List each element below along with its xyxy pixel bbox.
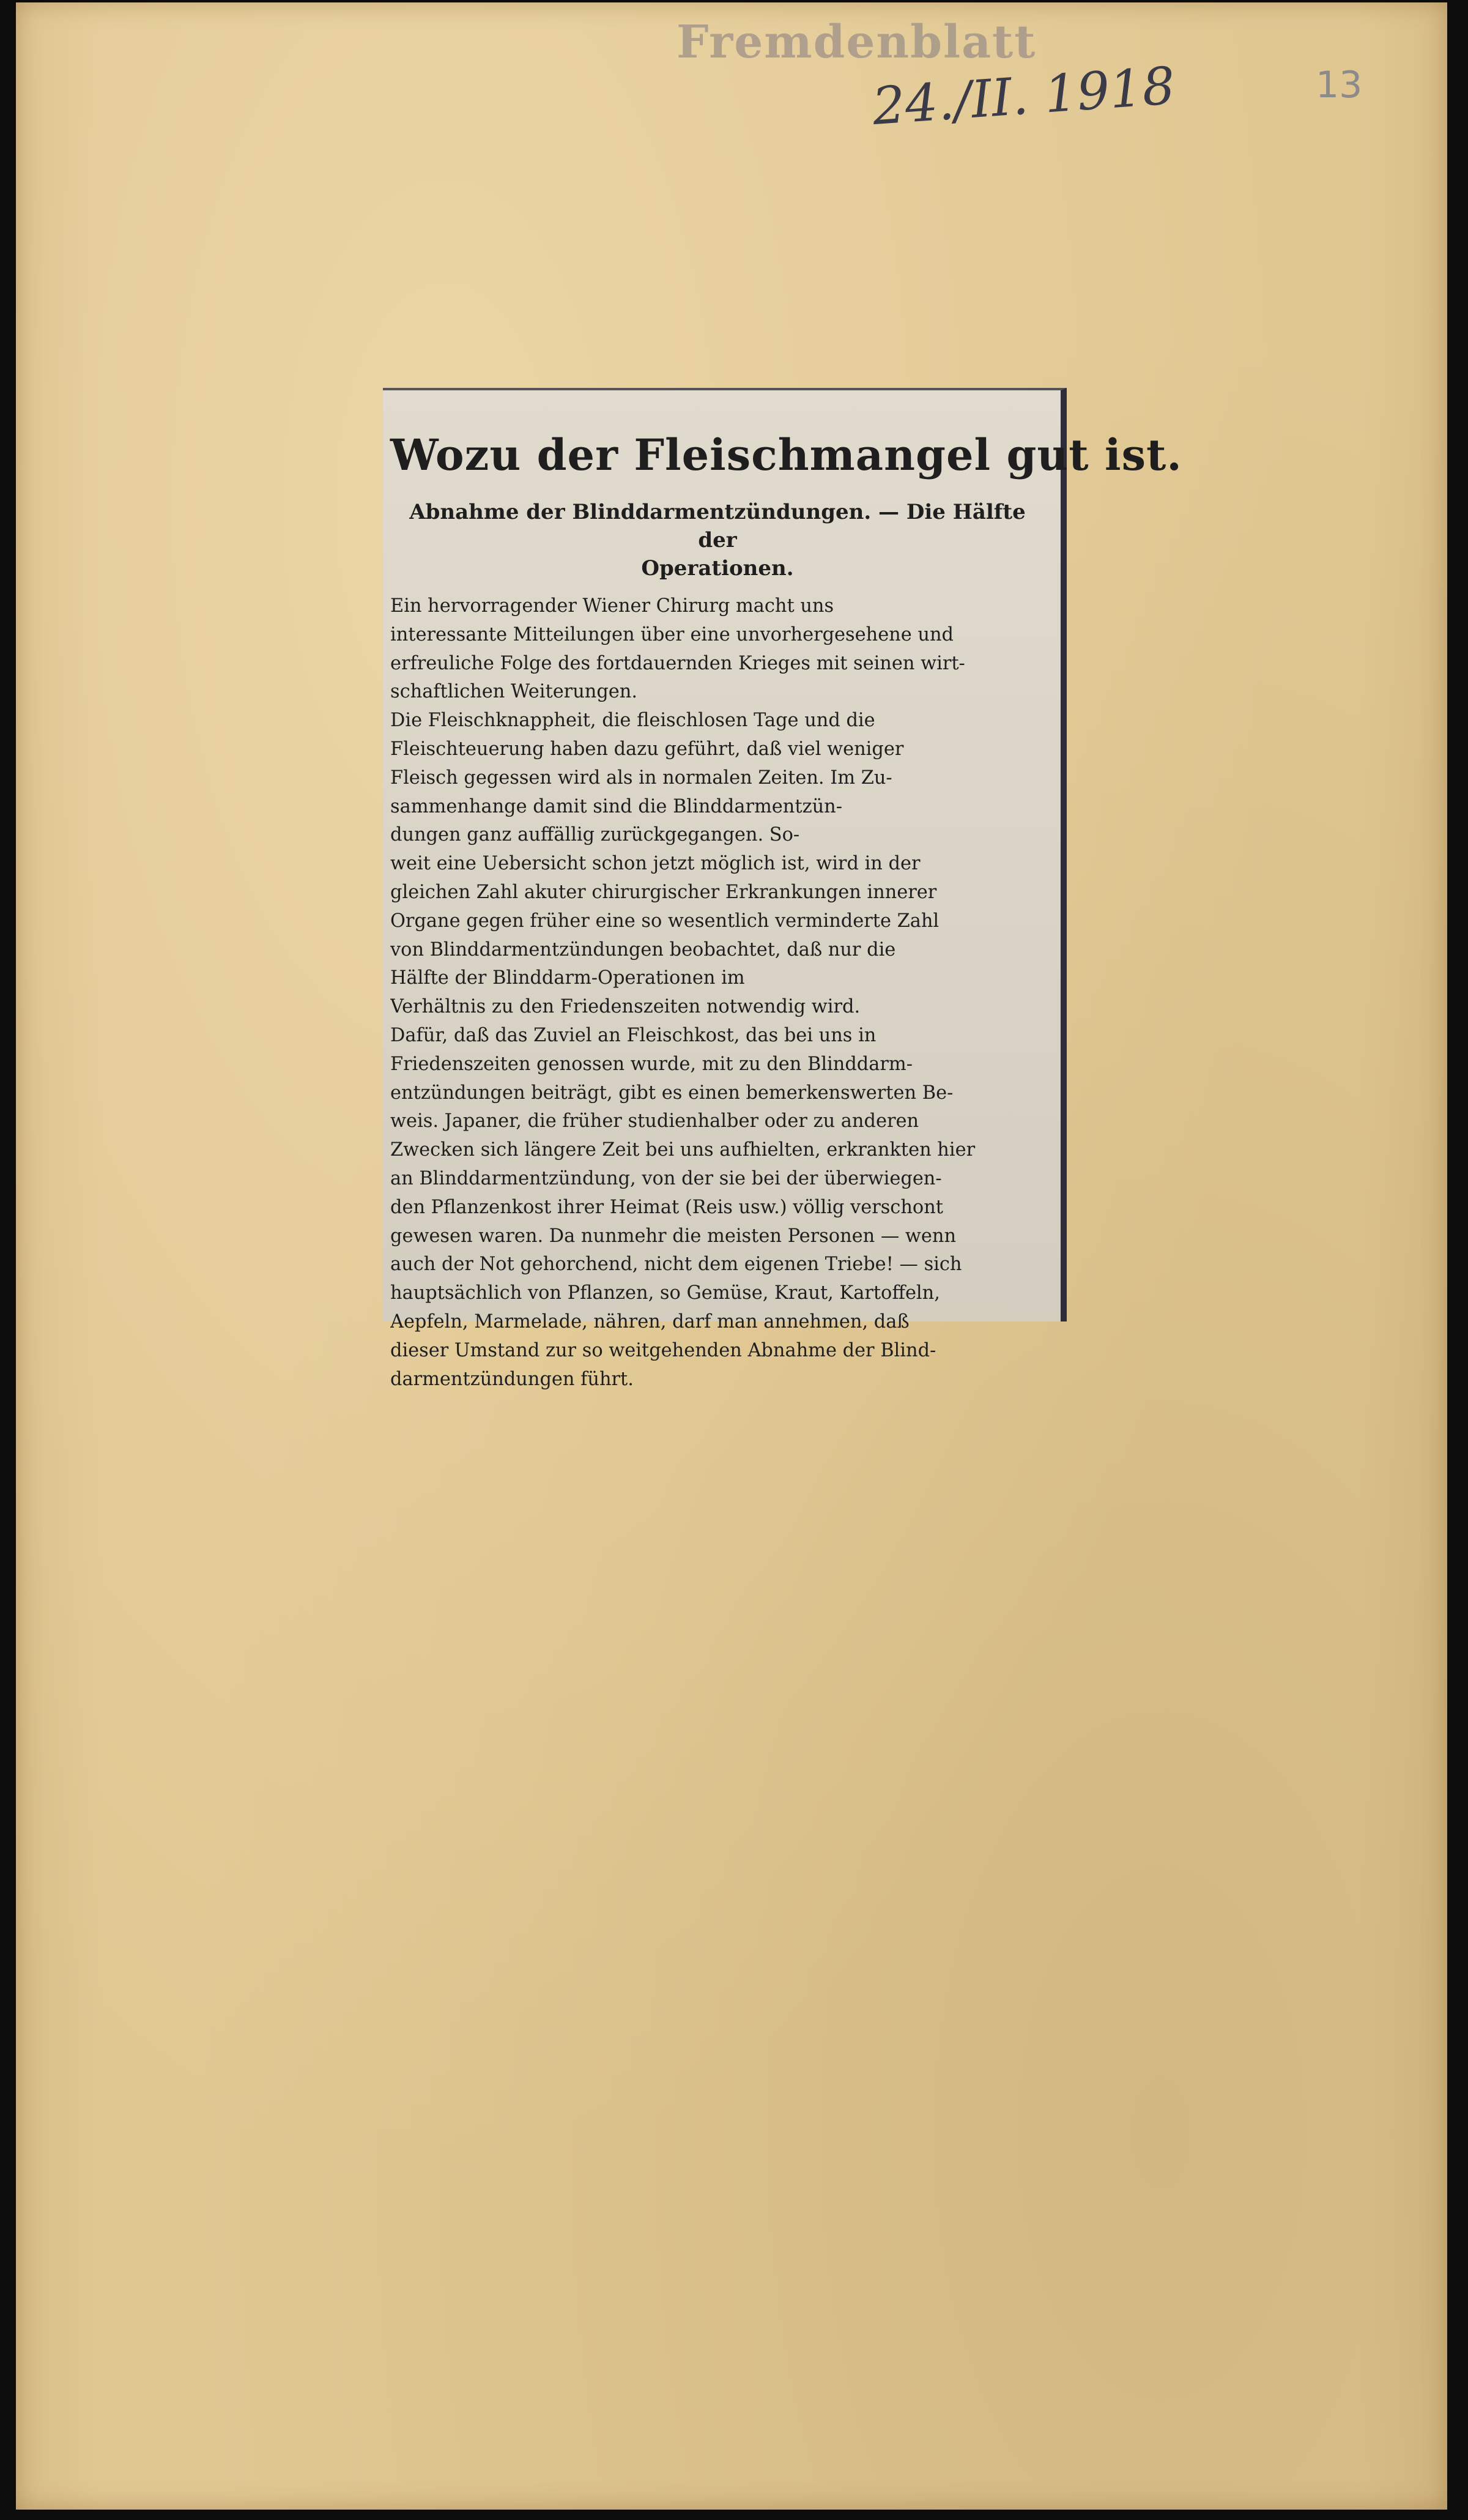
article-line: Die Fleischknappheit, die fleischlosen Tage und die [390,710,875,732]
article-line: sammenhange damit sind die Blinddarmentzün- [390,795,842,817]
article-line: weit eine Uebersicht schon jetzt möglich ist, wird in der [390,853,921,875]
article-line: Dafür, daß das Zuviel an Fleischkost, das bei uns in [390,1024,877,1046]
article-line: Ein hervorragender Wiener Chirurg macht uns [390,595,834,617]
article-line: dungen ganz auffällig zurückgegangen. So- [390,824,800,846]
article-line: interessante Mitteilungen über eine unvorhergesehene und [390,623,954,645]
article-line: entzündungen beiträgt, gibt es einen bemerkenswerten Be- [390,1082,954,1104]
article-line: von Blinddarmentzündungen beobachtet, daß nur die [390,938,896,961]
article-subheadline: Abnahme der Blinddarmentzündungen. — Die Hälfte der Operationen. [409,500,1026,581]
newspaper-clipping [383,388,1182,1390]
article-line: Zwecken sich längere Zeit bei uns aufhielten, erkrankten hier [390,1139,976,1161]
article-body [390,592,1045,1394]
article-line: Fleisch gegessen wird als in normalen Zeiten. Im Zu- [390,767,892,789]
article-line: Aepfeln, Marmelade, nähren, darf man annehmen, daß [390,1310,910,1332]
article-line: gewesen waren. Da nunmehr die meisten Personen — wenn [390,1225,957,1247]
newspaper-stamp: Fremdenblatt [677,16,1037,69]
article-line: Fleischteuerung haben dazu geführt, daß viel weniger [390,738,904,760]
article-line: an Blinddarmentzündung, von der sie bei der überwiegen- [390,1167,942,1189]
article-line: Organe gegen früher eine so wesentlich verminderte Zahl [390,910,940,932]
article-line: Friedenszeiten genossen wurde, mit zu den Blinddarm- [390,1053,913,1075]
article-headline: Wozu der Fleischmangel gut ist. [390,429,1182,480]
article-line: Hälfte der Blinddarm-Operationen im [390,967,745,989]
article-line: dieser Umstand zur so weitgehenden Abnahme der Blind- [390,1339,936,1361]
article-line: darmentzündungen führt. [390,1368,634,1390]
article-line: weis. Japaner, die früher studienhalber oder zu anderen [390,1110,919,1132]
handwritten-date: 24./II. 1918 [870,55,1177,137]
article-line: erfreuliche Folge des fortdauernden Krieges mit seinen wirt- [390,652,965,674]
page-number: 13 [1316,64,1363,106]
article-line: auch der Not gehorchend, nicht dem eigenen Triebe! — sich [390,1254,962,1276]
article-line: hauptsächlich von Pflanzen, so Gemüse, Kraut, Kartoffeln, [390,1282,940,1304]
article-line: Verhältnis zu den Friedenszeiten notwendig wird. [390,996,861,1018]
article-line: gleichen Zahl akuter chirurgischer Erkrankungen innerer [390,881,937,903]
article-line: den Pflanzenkost ihrer Heimat (Reis usw.) völlig verschont [390,1196,943,1218]
article-line: schaftlichen Weiterungen. [390,681,638,703]
